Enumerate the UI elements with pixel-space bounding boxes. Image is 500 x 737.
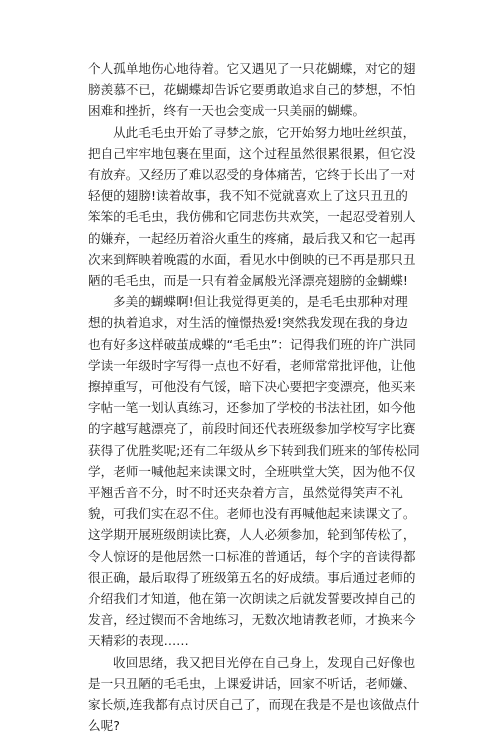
paragraph-2: 从此毛毛虫开始了寻梦之旅，它开始努力地吐丝织茧，把自己牢牢地包裹在里面，这个过程虽然很累很累，但它没有放弃。又经历了难以忍受的身体痛苦，它终于长出了一对轻便的翅膀!读着故事，我不知不觉就喜欢上了这只丑丑的笨笨的毛毛虫，我仿佛和它同悲伤共欢笑，一起忍受着别人的嫌弃，一起经历着浴火重生的疼痛，最后我又和它一起再次来到辉映着晚霞的水面，看见水中倒映的已不再是那只丑陋的毛毛虫，而是一只有着金属般光泽漂亮翅膀的金蝴蝶!	[88, 124, 416, 289]
paragraph-4: 收回思绪，我又把目光停在自己身上，发现自己好像也是一只丑陋的毛毛虫，上课爱讲话，回家不听话，老师嫌、家长烦,连我都有点讨厌自己了，而现在我是不是也该做点什么呢?	[88, 654, 420, 734]
paragraph-1: 个人孤单地伤心地待着。它又遇见了一只花蝴蝶，对它的翅膀羡慕不已，花蝴蝶却告诉它要勇敢追求自己的梦想，不怕困难和挫折，终有一天也会变成一只美丽的蝴蝶。	[88, 61, 416, 119]
essay-body	[88, 58, 420, 737]
paragraph-3: 多美的蝴蝶啊!但让我觉得更美的，是毛毛虫那种对理想的执着追求，对生活的憧憬热爱!突然我发现在我的身边也有好多这样破茧成蝶的“毛毛虫”：记得我们班的许广洪同学读一年级时字写得一点也不好看，老师常常批评他，让他擦掉重写，可他没有气馁，暗下决心要把字变漂亮，他买来字帖一笔一划认真练习，还参加了学校的书法社团，如今他的字越写越漂亮了，前段时间还代表班级参加学校写字比赛获得了优胜奖呢;还有二年级从乡下转到我们班来的邹传松同学，老师一喊他起来读课文时，全班哄堂大笑，因为他不仅平翘舌音不分，时不时还夹杂着方言，虽然觉得笑声不礼貌，可我们实在忍不住。老师也没有再喊他起来读课文了。这学期开展班级朗读比赛，人人必须参加，轮到邹传松了，令人惊讶的是他居然一口标准的普通话，每个字的音读得都很正确，最后取得了班级第五名的好成绩。事后通过老师的介绍我们才知道，他在第一次朗读之后就发誓要改掉自己的发音，经过锲而不舍地练习，无数次地请教老师，才换来今天精彩的表现……	[88, 294, 420, 649]
